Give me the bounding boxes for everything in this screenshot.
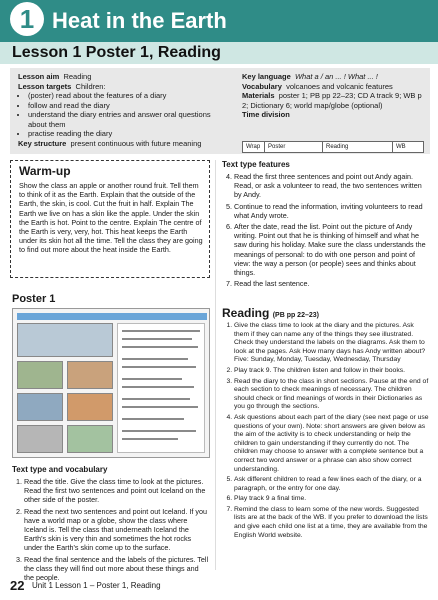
target-item: • follow and read the diary bbox=[28, 101, 228, 111]
column-divider bbox=[215, 160, 216, 570]
targets-list bbox=[18, 91, 228, 139]
vocab-label: Vocabulary bbox=[242, 81, 282, 91]
time-division-table bbox=[242, 141, 424, 153]
list-item: 4. Ask questions about each part of the diary (see next page or use questions of your own). Note: short answers are given below as the aim of the activity is to check understanding or help the children to gain understanding if they currently do not. The children may choose to answer with a complete sentence but a correct two word answer or a phrase can also show correct understanding. bbox=[234, 414, 430, 474]
poster-image bbox=[17, 361, 63, 389]
list-item: 4. Read the first three sentences and point out Andy again. Read, or ask a volunteer to read, the two sentences written by Andy. bbox=[234, 172, 430, 200]
text-type-vocab-list bbox=[12, 477, 210, 584]
reading-list bbox=[222, 322, 430, 542]
list-item: 7. Read the last sentence. bbox=[234, 279, 430, 288]
page-number: 22 bbox=[10, 578, 25, 593]
poster-title: Poster 1 bbox=[12, 293, 56, 305]
poster-image bbox=[17, 425, 63, 453]
poster-image bbox=[17, 323, 113, 357]
target-item: • understand the diary entries and answer oral questions about them bbox=[28, 110, 228, 129]
unit-title: Heat in the Earth bbox=[52, 8, 227, 33]
poster-thumbnail bbox=[12, 308, 210, 458]
poster-banner bbox=[17, 313, 207, 320]
unit-header bbox=[0, 0, 438, 42]
list-item: 1. Give the class time to look at the diary and the pictures. Ask them if they can name any of the things they see illustrated. Check they understand the labels on the diagrams. Ask them to look at the pages. Ask How many days has Andy written about? Five: Sunday, Monday, Tuesday, Wednesday, Thursday bbox=[234, 322, 430, 365]
aim-value: Reading bbox=[63, 72, 92, 81]
lesson-info-left bbox=[18, 72, 228, 148]
poster-diary-panel bbox=[117, 323, 205, 453]
time-cell: Poster bbox=[265, 142, 323, 152]
unit-number-badge: 1 bbox=[10, 2, 44, 36]
time-cell: Wrap bbox=[243, 142, 265, 152]
footer-text: Unit 1 Lesson 1 – Poster 1, Reading bbox=[32, 581, 161, 590]
materials-value: poster 1; PB pp 22–23; CD A track 9; WB p 2; Dictionary 6; world map/globe (optional) bbox=[242, 91, 422, 110]
warmup-box bbox=[10, 160, 210, 278]
time-cell: Reading bbox=[323, 142, 393, 152]
list-item: 6. Play track 9 a final time. bbox=[234, 495, 430, 504]
list-item: 2. Play track 9. The children listen and follow in their books. bbox=[234, 367, 430, 376]
list-item: 1. Read the title. Give the class time to look at the pictures. Read the first two sentences and point out Iceland on the other side of the poster. bbox=[24, 477, 210, 505]
text-type-features-title: Text type features bbox=[222, 160, 290, 169]
structure-value: present continuous with future meaning bbox=[70, 138, 202, 148]
list-item: 5. Continue to read the information, inviting volunteers to read what Andy wrote. bbox=[234, 202, 430, 220]
warmup-text: Show the class an apple or another round fruit. Tell them to think of it as the Earth. Explain that the outside of the Earth, the skin, is cool. Cut the fruit in half. Explain The Earth we live on has a skin like the apple. Under the skin the Earth is hot. Point to the centre. Explain The centre of the Earth is very, very, hot. This heat keeps the Earth under its skin hot all the time. Tell the class they are going to find out more about the heat inside the Earth. bbox=[19, 181, 203, 255]
lesson-info-right bbox=[242, 72, 422, 120]
list-item: 3. Read the diary to the class in short sections. Pause at the end of each section to check meanings of necessary. The children should check or find meanings of words in their Dictionaries as you go through the sections. bbox=[234, 378, 430, 412]
target-item: • (poster) read about the features of a diary bbox=[28, 91, 228, 101]
list-item: 5. Ask different children to read a few lines each of the diary, or a paragraph, or the entry for one day. bbox=[234, 476, 430, 493]
materials-label: Materials bbox=[242, 91, 275, 100]
reading-heading: Reading bbox=[222, 306, 270, 320]
time-cell: WB bbox=[396, 144, 406, 150]
list-item: 7. Remind the class to learn some of the new words. Suggested lists are at the back of the WB. If you prefer to download the lists and give each child one list at a time, they are available from the English World website. bbox=[234, 506, 430, 540]
aim-label: Lesson aim bbox=[18, 72, 60, 81]
text-type-features-list bbox=[222, 172, 430, 290]
language-label: Key language bbox=[242, 72, 291, 81]
lesson-title: Lesson 1 Poster 1, Reading bbox=[12, 44, 221, 61]
vocab-value: volcanoes and volcanic features bbox=[286, 81, 393, 91]
text-type-vocab-title: Text type and vocabulary bbox=[12, 465, 108, 474]
targets-intro: Children: bbox=[75, 81, 106, 91]
list-item: 3. Read the final sentence and the labels of the pictures. Tell the class they will find out more about these things and the people. bbox=[24, 555, 210, 583]
lesson-header bbox=[0, 42, 438, 64]
language-value: What a / an ... ! What ... ! bbox=[294, 72, 378, 81]
lesson-info-box bbox=[10, 68, 430, 154]
reading-title bbox=[222, 306, 319, 320]
time-label: Time division bbox=[242, 110, 290, 119]
reading-page-ref: (PB pp 22–23) bbox=[272, 312, 319, 319]
list-item: 6. After the date, read the list. Point out the picture of Andy writing. Point out that he is thinking of himself and what he saw during his holiday. Make sure the class understands the meanings of personal: to do with one person and point of view: the way a person (or people) sees and thinks about things. bbox=[234, 222, 430, 277]
poster-image bbox=[67, 361, 113, 389]
warmup-title: Warm-up bbox=[19, 164, 71, 178]
structure-label: Key structure bbox=[18, 138, 67, 148]
targets-label: Lesson targets bbox=[18, 81, 72, 91]
target-item: • practise reading the diary bbox=[28, 129, 228, 139]
poster-image bbox=[17, 393, 63, 421]
poster-image bbox=[67, 393, 113, 421]
poster-image bbox=[67, 425, 113, 453]
list-item: 2. Read the next two sentences and point out Iceland. If you have a world map or a globe, show the class where Iceland is. Tell the class that underneath Iceland the Earth's skin is very thin and sometimes the hot rocks under the Earth's skin come up to the surface. bbox=[24, 507, 210, 553]
